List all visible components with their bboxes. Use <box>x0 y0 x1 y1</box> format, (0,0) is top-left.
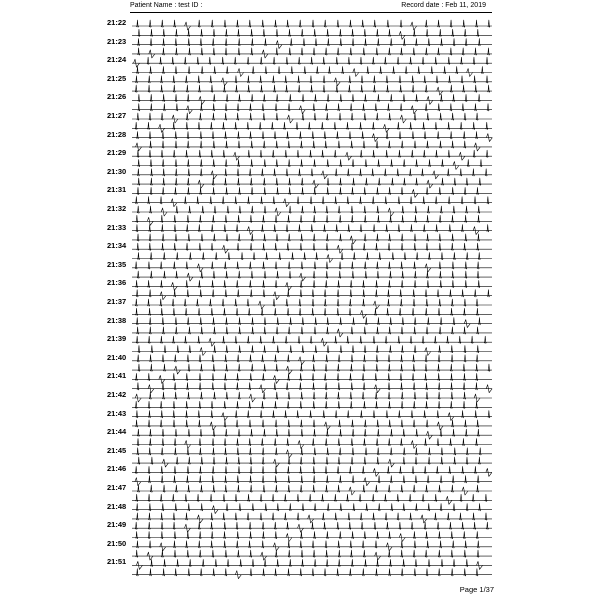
ecg-trace <box>138 29 479 39</box>
ecg-strip <box>132 355 492 365</box>
strip-time-label: 21:48 <box>107 501 127 511</box>
page-number: Page 1/37 <box>459 585 494 594</box>
ecg-trace <box>137 206 480 216</box>
ecg-trace <box>135 532 478 542</box>
ecg-strip <box>132 476 492 486</box>
ecg-strip <box>132 104 492 114</box>
ecg-strip <box>132 429 492 439</box>
ecg-trace <box>136 20 490 30</box>
ecg-strip <box>132 504 492 514</box>
strip-time-label: 21:34 <box>107 241 127 251</box>
ecg-strip <box>132 169 492 179</box>
strip-time-label: 21:24 <box>107 55 127 65</box>
strip-time-label: 21:25 <box>107 73 127 83</box>
ecg-trace <box>135 522 489 532</box>
ecg-strip <box>132 532 492 542</box>
strip-time-label: 21:32 <box>107 204 127 213</box>
ecg-trace <box>137 150 489 160</box>
strip-time-label: 21:39 <box>107 334 127 344</box>
ecg-strip <box>132 485 492 495</box>
strip-time-label: 21:43 <box>107 408 127 418</box>
record-date: Record date : Feb 11, 2019 <box>401 2 486 9</box>
ecg-strip <box>132 401 492 408</box>
ecg-trace <box>137 429 479 439</box>
strip-time-label: 21:36 <box>107 278 127 288</box>
strip-time-label: 21:22 <box>107 18 127 27</box>
ecg-trace <box>137 243 479 253</box>
strip-time-label: 21:26 <box>107 92 127 102</box>
ecg-trace <box>135 420 478 430</box>
ecg-trace <box>136 132 492 142</box>
strip-time-label: 21:44 <box>107 427 127 437</box>
ecg-strip <box>132 178 492 188</box>
ecg-strip <box>132 439 492 449</box>
ecg-strip <box>132 336 492 346</box>
strip-time-label: 21:38 <box>107 315 127 325</box>
ecg-trace <box>136 559 482 569</box>
ecg-strip <box>132 290 492 300</box>
ecg-strip <box>132 160 492 170</box>
ecg-strip <box>132 364 492 374</box>
ecg-strip <box>132 420 492 430</box>
ecg-trace <box>136 141 481 151</box>
strip-time-label: 21:46 <box>107 464 127 474</box>
strip-time-label: 21:33 <box>107 222 127 232</box>
ecg-trace <box>135 466 492 476</box>
ecg-trace <box>136 448 481 458</box>
ecg-trace <box>134 57 489 67</box>
ecg-strip <box>132 569 492 579</box>
ecg-strip <box>132 318 492 328</box>
ecg-strip <box>132 253 492 263</box>
ecg-trace <box>135 197 489 207</box>
ecg-trace <box>136 550 480 560</box>
ecg-strip <box>132 280 492 290</box>
strip-time-label: 21:45 <box>107 445 127 455</box>
ecg-trace <box>137 113 479 123</box>
ecg-strip <box>132 197 492 207</box>
ecg-strip <box>132 67 492 77</box>
ecg-strip <box>132 187 492 197</box>
ecg-trace <box>136 494 488 504</box>
ecg-trace <box>136 541 479 551</box>
ecg-strip <box>132 513 492 523</box>
ecg-strip <box>132 94 492 104</box>
ecg-trace <box>136 67 483 77</box>
ecg-strip <box>132 225 492 235</box>
strip-time-label: 21:29 <box>107 148 127 158</box>
ecg-trace <box>138 94 481 104</box>
ecg-strip <box>132 383 492 393</box>
ecg-strip <box>132 243 492 253</box>
ecg-trace <box>136 290 490 300</box>
ecg-strip <box>132 132 492 142</box>
strip-time-label: 21:42 <box>107 390 127 399</box>
ecg-trace <box>137 160 482 170</box>
strip-time-label: 21:49 <box>107 520 127 530</box>
strip-time-label: 21:51 <box>107 557 127 567</box>
ecg-trace <box>137 439 478 449</box>
ecg-trace <box>137 187 479 197</box>
ecg-trace <box>136 336 486 346</box>
ecg-strip <box>132 373 492 383</box>
ecg-trace <box>137 39 480 49</box>
ecg-trace <box>136 513 487 523</box>
ecg-trace <box>136 327 478 337</box>
ecg-trace <box>137 48 489 58</box>
ecg-strip <box>132 39 492 49</box>
strip-time-label: 21:35 <box>107 259 127 269</box>
ecg-strip <box>132 206 492 216</box>
ecg-trace <box>135 85 490 95</box>
ecg-trace <box>135 76 488 86</box>
strip-time-label: 21:28 <box>107 129 127 139</box>
ecg-trace <box>136 225 489 235</box>
ecg-strip <box>132 494 492 504</box>
ecg-strip <box>132 57 492 67</box>
ecg-strip <box>132 466 492 476</box>
ecg-strip <box>132 559 492 569</box>
ecg-trace <box>138 104 490 114</box>
ecg-trace <box>138 364 490 374</box>
ecg-strip <box>132 76 492 86</box>
strip-time-label: 21:37 <box>107 297 127 306</box>
ecg-strip <box>132 20 492 30</box>
strip-time-label: 21:27 <box>107 111 127 120</box>
strip-time-label: 21:50 <box>107 538 127 548</box>
patient-info: Patient Name : test ID : <box>130 2 203 9</box>
strip-time-label: 21:41 <box>107 371 127 381</box>
ecg-trace <box>135 280 480 290</box>
ecg-trace <box>136 318 481 328</box>
ecg-trace <box>135 392 480 402</box>
strip-time-label: 21:40 <box>107 352 127 362</box>
ecg-strip <box>132 271 492 281</box>
ecg-strip <box>132 457 492 467</box>
ecg-strip <box>132 522 492 532</box>
ecg-strip <box>132 215 492 225</box>
ecg-trace <box>137 253 480 263</box>
ecg-strip <box>132 346 492 356</box>
ecg-trace <box>138 346 479 356</box>
ecg-strip <box>132 262 492 272</box>
ecg-strip <box>132 234 492 244</box>
ecg-trace <box>136 569 478 579</box>
strip-time-label: 21:23 <box>107 36 127 46</box>
ecg-strip <box>132 150 492 160</box>
ecg-trace <box>135 299 478 309</box>
strip-time-label: 21:30 <box>107 166 127 176</box>
ecg-trace <box>137 383 492 393</box>
ecg-strip <box>132 550 492 560</box>
ecg-strip <box>132 122 492 132</box>
ecg-trace <box>137 355 478 365</box>
strip-time-label: 21:31 <box>107 185 127 195</box>
ecg-strip <box>132 113 492 123</box>
ecg-strip <box>132 308 492 318</box>
ecg-trace <box>135 262 479 272</box>
ecg-trace <box>137 234 480 244</box>
ecg-strip <box>132 299 492 309</box>
ecg-trace <box>136 504 481 514</box>
ecg-strip <box>132 48 492 58</box>
ecg-trace <box>137 169 487 179</box>
ecg-trace <box>138 178 481 188</box>
ecg-strip <box>132 411 492 421</box>
ecg-trace <box>138 457 481 467</box>
ecg-strip <box>132 141 492 151</box>
ecg-trace <box>136 215 480 225</box>
ecg-trace <box>135 122 488 132</box>
ecg-trace <box>137 485 479 495</box>
ecg-trace <box>135 373 478 383</box>
ecg-strip <box>132 29 492 39</box>
strip-time-label: 21:47 <box>107 483 127 492</box>
ecg-trace <box>135 476 479 486</box>
ecg-trace <box>135 308 478 318</box>
ecg-trace <box>137 271 479 281</box>
ecg-trace <box>136 411 490 421</box>
ecg-strip <box>132 392 492 402</box>
ecg-strip <box>132 541 492 551</box>
ecg-strip <box>132 85 492 95</box>
ecg-strip <box>132 327 492 337</box>
ecg-strip <box>132 448 492 458</box>
